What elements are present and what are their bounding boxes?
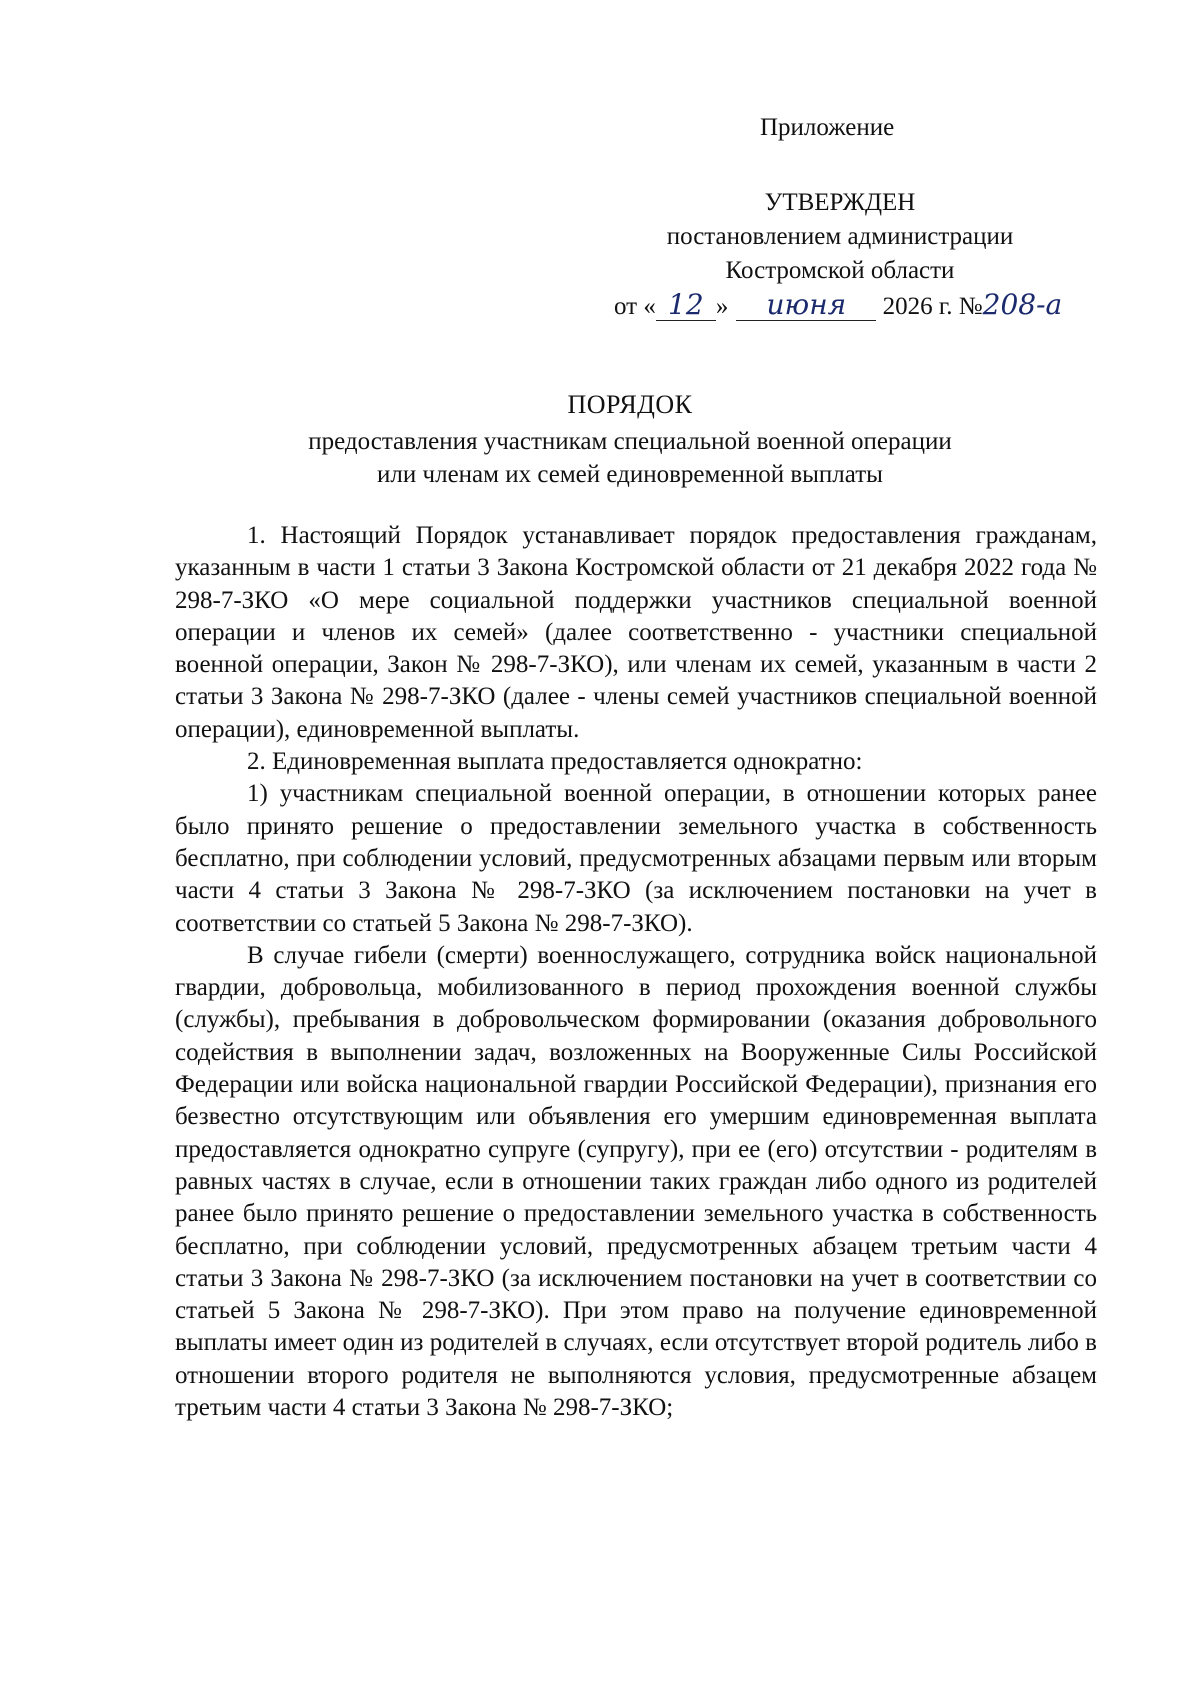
document-body xyxy=(175,520,1097,1424)
document-number-field xyxy=(982,288,1083,321)
approved-by-line-2: Костромской области xyxy=(725,257,955,284)
appendix-label: Приложение xyxy=(760,114,895,141)
date-prefix: от « xyxy=(614,293,656,320)
date-month-field xyxy=(736,288,876,321)
document-subtitle-line-2: или членам их семей единовременной выплаты xyxy=(377,461,883,488)
date-day-field xyxy=(656,288,716,321)
paragraph-2-item-1-death-case: В случае гибели (смерти) военнослужащего, сотрудника войск национальной гвардии, добровольца, мобилизованного в период прохождения военной службы (службы), пребывания в добровольческом формировании (оказания добровольного содействия в выполнении задач, возложенных на Вооруженные Силы Российской Федерации или войска национальной гвардии Российской Федерации), признания его безвестно отсутствующим или объявления его умершим единовременная выплата предоставляется однократно супруге (супругу), при ее (его) отсутствии - родителям в равных частях в случае, если в отношении таких граждан либо одного из родителей ранее было принято решение о предоставлении земельного участка в собственность бесплатно, при соблюдении условий, предусмотренных абзацем третьим части 4 статьи 3 Закона № 298-7-ЗКО (за исключением постановки на учет в соответствии со статьей 5 Закона № 298-7-ЗКО). При этом право на получение единовременной выплаты имеет один из родителей в случаях, если отсутствует второй родитель либо в отношении второго родителя не выполняются условия, предусмотренные абзацем третьим части 4 статьи 3 Закона № 298-7-ЗКО; xyxy=(175,941,1097,1422)
approved-heading: УТВЕРЖДЕН xyxy=(764,189,916,216)
date-day-close: » xyxy=(715,293,729,320)
document-number-handwritten: 208-а xyxy=(982,288,1063,321)
paragraph-1: 1. Настоящий Порядок устанавливает порядок предоставления гражданам, указанным в части 1 статьи 3 Закона Костромской области от 21 декабря 2022 года № 298-7-ЗКО «О мере социальной поддержки участников специальной военной операции и членов их семей» (далее соответственно - участники специальной военной операции, Закон № 298-7-ЗКО), или членам их семей, указанным в части 2 статьи 3 Закона № 298-7-ЗКО (далее - члены семей участников специальной военной операции), единовременной выплаты. xyxy=(175,522,1097,743)
document-subtitle-line-1: предоставления участникам специальной военной операции xyxy=(308,428,952,455)
paragraph-2-item-1: 1) участникам специальной военной операции, в отношении которых ранее было принято решение о предоставлении земельного участка в собственность бесплатно, при соблюдении условий, предусмотренных абзацами первым или вторым части 4 статьи 3 Закона № 298-7-ЗКО (за исключением постановки на учет в соответствии со статьей 5 Закона № 298-7-ЗКО). xyxy=(175,780,1097,937)
paragraph-2: 2. Единовременная выплата предоставляется однократно: xyxy=(247,748,863,776)
document-title: ПОРЯДОК xyxy=(567,390,693,419)
date-year-suffix: 2026 г. № xyxy=(882,293,983,320)
document-title-block xyxy=(170,388,1090,491)
approved-by-line-1: постановлением администрации xyxy=(666,223,1014,250)
approval-stamp-block xyxy=(590,186,1090,324)
date-month-handwritten: июня xyxy=(766,288,847,321)
approval-date-line xyxy=(590,290,1090,324)
date-day-handwritten: 12 xyxy=(668,288,704,321)
